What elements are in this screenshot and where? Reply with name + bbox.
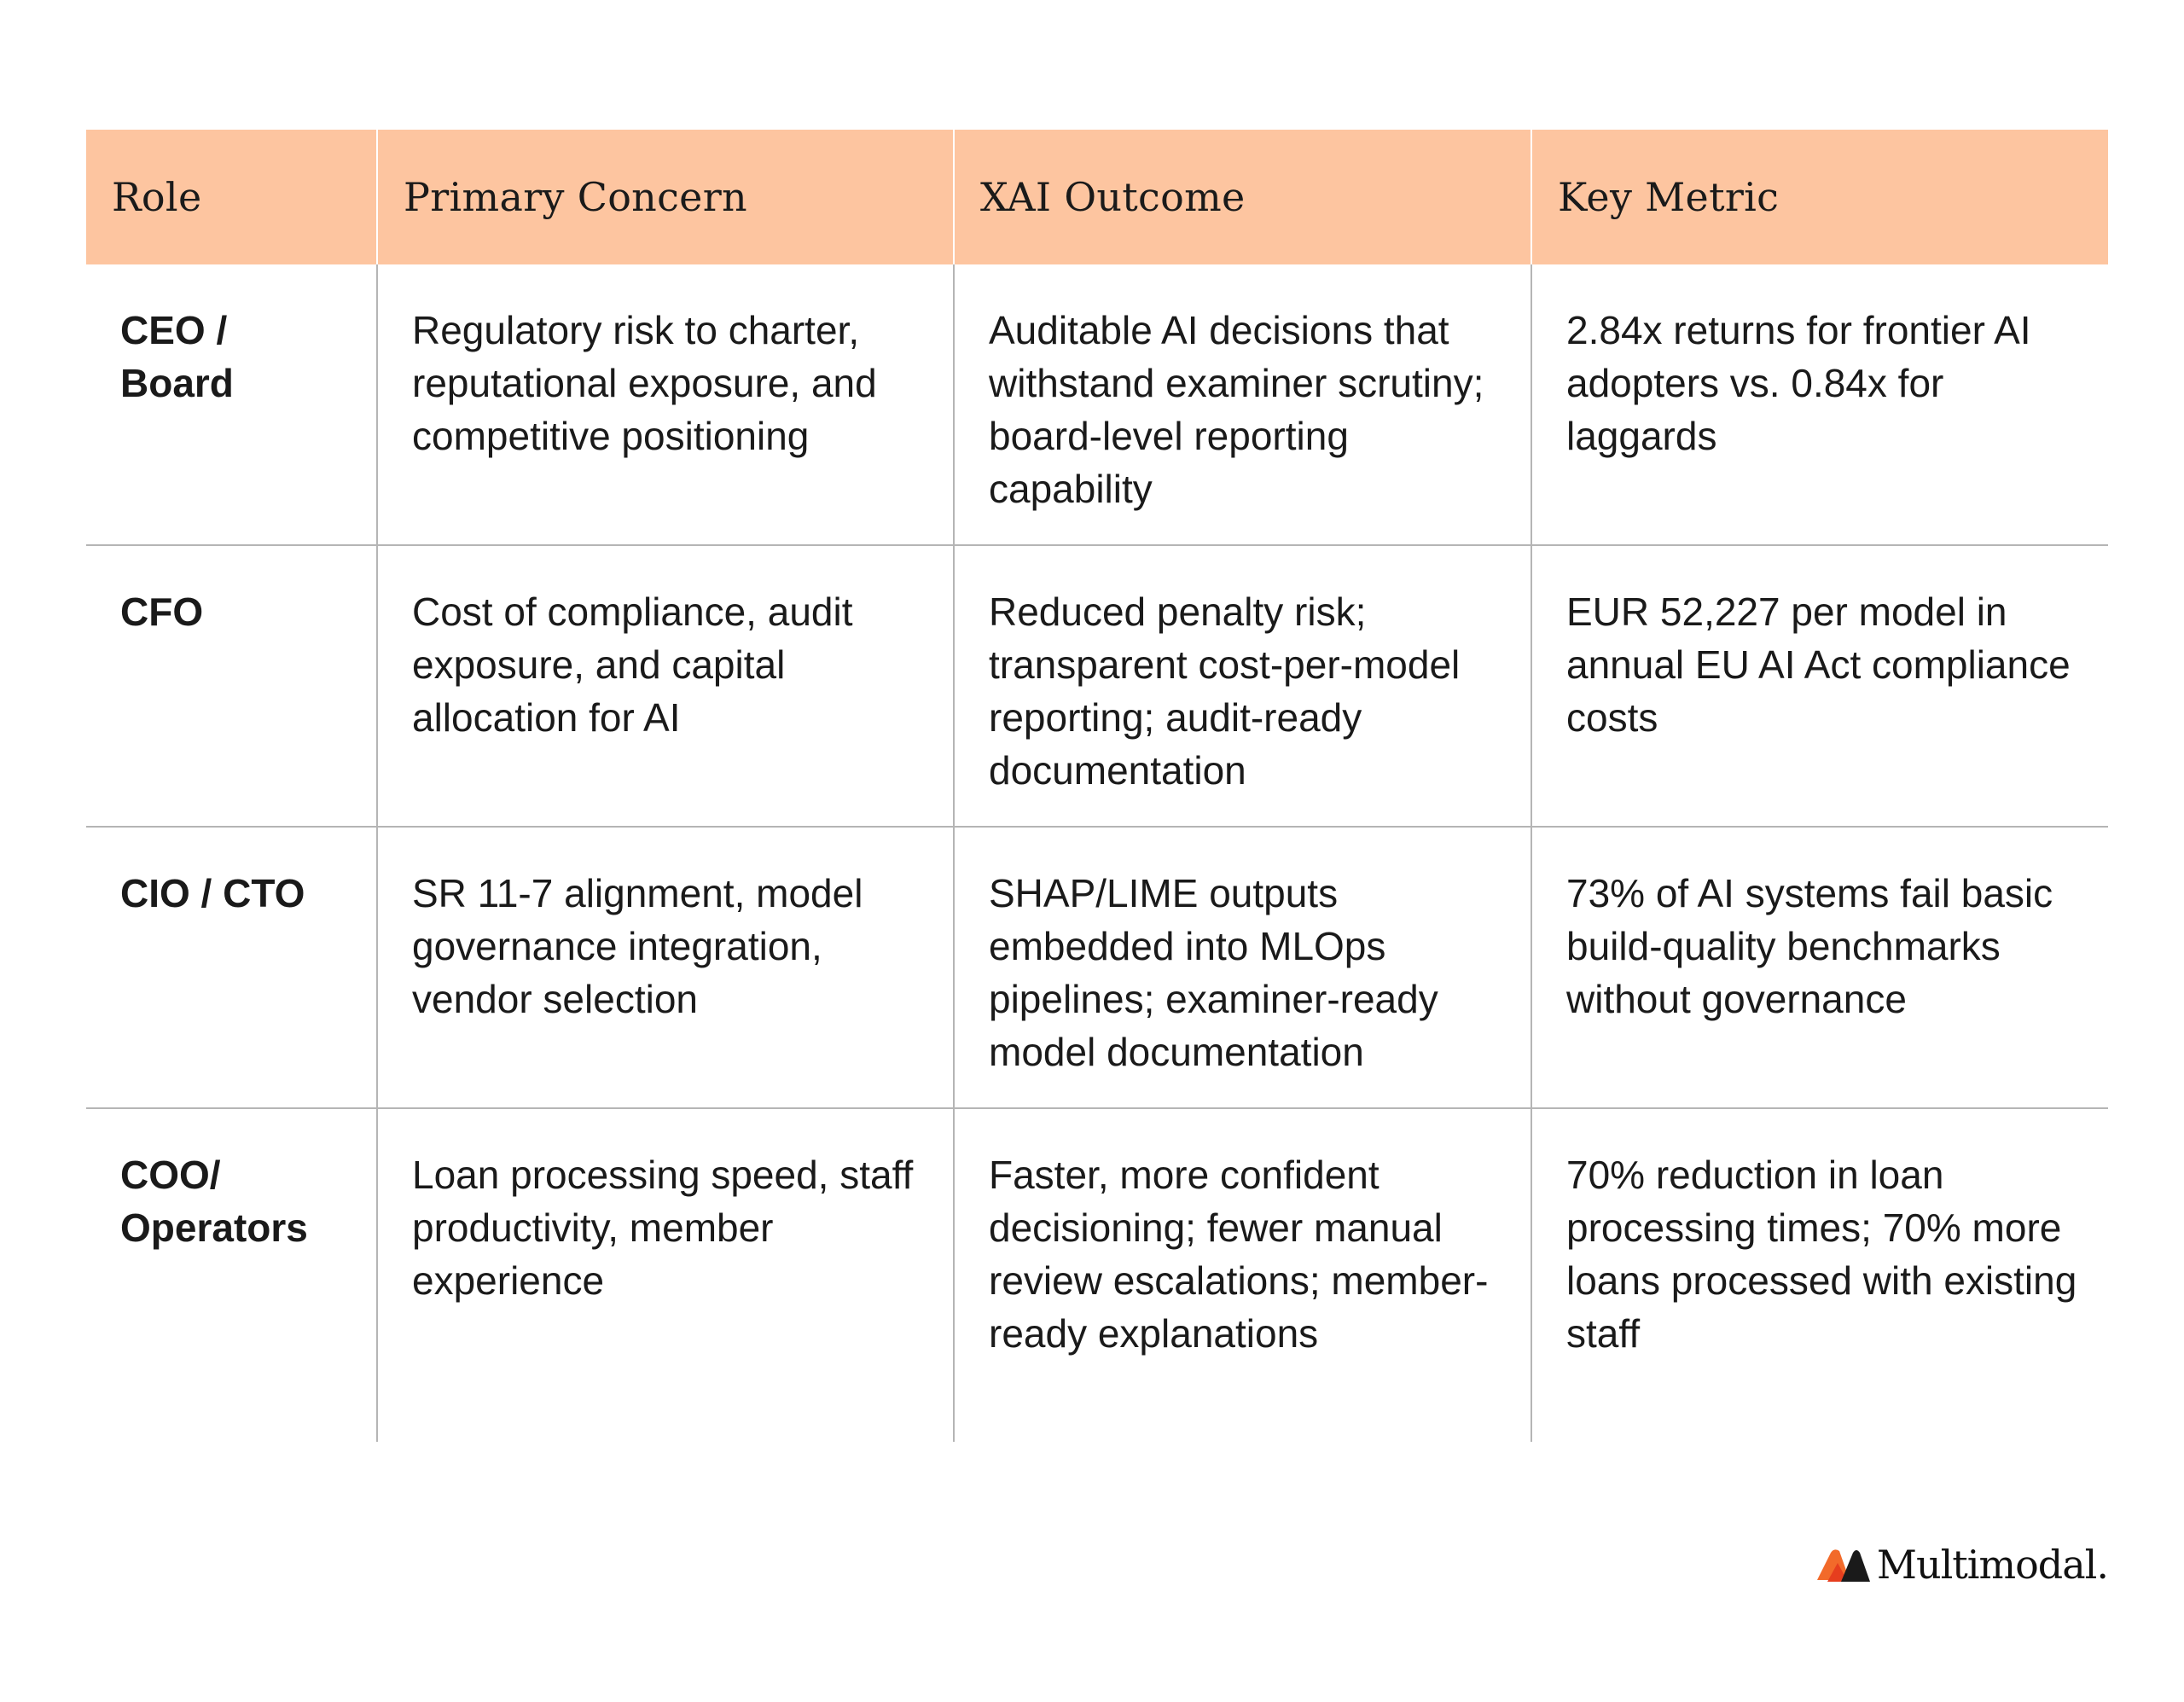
outcome-cell: Faster, more confident decisioning; fewer manual review escalations; member-ready explanations: [954, 1108, 1531, 1442]
metric-cell: 2.84x returns for frontier AI adopters vs. 0.84x for laggards: [1531, 264, 2108, 545]
brand-name: Multimodal.: [1876, 1542, 2108, 1588]
roles-table-container: [86, 130, 2108, 1442]
role-cell: CIO / CTO: [86, 827, 377, 1108]
role-cell: COO/ Operators: [86, 1108, 377, 1442]
concern-cell: Cost of compliance, audit exposure, and capital allocation for AI: [377, 545, 954, 827]
outcome-cell: Auditable AI decisions that withstand examiner scrutiny; board-level reporting capability: [954, 264, 1531, 545]
table-header-row: [86, 130, 2108, 264]
multimodal-logo: [1815, 1541, 2108, 1589]
concern-cell: Regulatory risk to charter, reputational exposure, and competitive positioning: [377, 264, 954, 545]
header-primary-concern: Primary Concern: [377, 130, 954, 264]
role-cell: CFO: [86, 545, 377, 827]
header-key-metric: Key Metric: [1531, 130, 2108, 264]
metric-cell: EUR 52,227 per model in annual EU AI Act compliance costs: [1531, 545, 2108, 827]
concern-cell: SR 11-7 alignment, model governance integration, vendor selection: [377, 827, 954, 1108]
role-cell: CEO / Board: [120, 308, 234, 405]
table-row: [86, 1108, 2108, 1442]
concern-cell: Loan processing speed, staff productivity, member experience: [377, 1108, 954, 1442]
table-row: [86, 545, 2108, 827]
logo-dark-shape: [1841, 1550, 1870, 1582]
table-row: [86, 264, 2108, 545]
header-xai-outcome: XAI Outcome: [954, 130, 1531, 264]
table-row: [86, 827, 2108, 1108]
metric-cell: 70% reduction in loan processing times; 70% more loans processed with existing staff: [1531, 1108, 2108, 1442]
multimodal-logo-icon: [1815, 1546, 1872, 1583]
header-role: Role: [86, 130, 377, 264]
metric-cell: 73% of AI systems fail basic build-quality benchmarks without governance: [1531, 827, 2108, 1108]
outcome-cell: Reduced penalty risk; transparent cost-per-model reporting; audit-ready documentation: [954, 545, 1531, 827]
outcome-cell: SHAP/LIME outputs embedded into MLOps pipelines; examiner-ready model documentation: [954, 827, 1531, 1108]
roles-table: [86, 130, 2108, 1442]
